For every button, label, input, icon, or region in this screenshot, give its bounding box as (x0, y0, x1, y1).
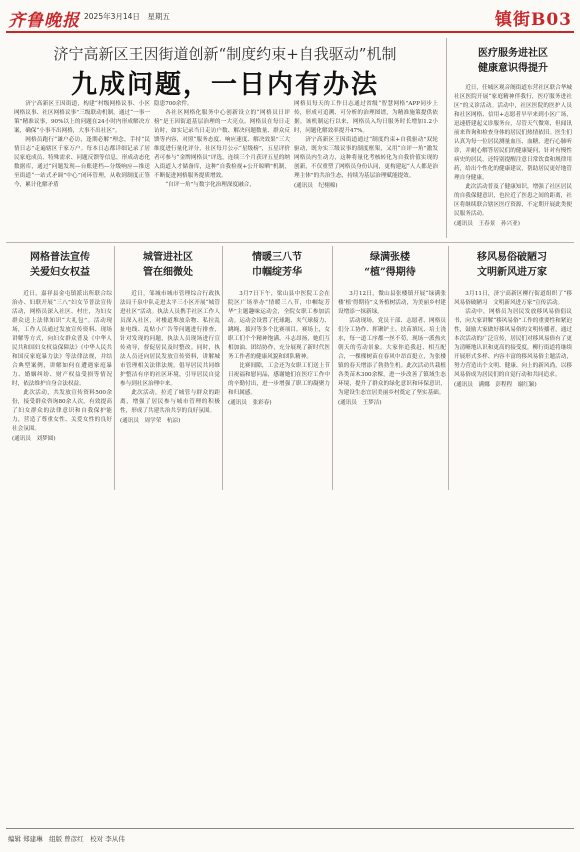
sidebar-headline: 医疗服务进社区 健康意识得提升 (478, 48, 548, 74)
column-divider (448, 246, 449, 490)
section-divider (6, 242, 574, 243)
paragraph: 3月12日，微山县张楼镇开展“绿满张楼‘植’得期待”义务植树活动，为美丽乡村建设增添一抹新绿。 (338, 291, 446, 315)
byline: (通讯员 张彩春) (228, 400, 272, 406)
footer-credits: 编辑 郑建琳 组版 曾彦红 校对 李从伟 (8, 835, 125, 843)
column-divider (222, 246, 223, 490)
paragraph: 网格员跑行“谦户必访，逢期必解”理念，手持“民情日志”走遍辖区千家万户。每本日志都详细记录了居民家庭成员、特殊需求、问题反馈等信息，形成动态化数据库，通过“问题发现—台账建档—分级响应—推送至街道“一站式矛调”中心”闭环管理，从收到制度正签今，累计化解矛盾 (14, 137, 150, 188)
story-body (228, 290, 330, 488)
paragraph: 近日，邹城市城市管理综合行政执法局千泉中队走进太平三小区开展“城管进社区”活动。执法人员携手社区工作人员深入社区，对楼道堆放杂物、私拉乱扯电线、乱贴小广告等问题进行排查，针对发现的问题，执法人员现场进行宣传劝导，督促居民及时整改。同时，执法人员还向居民发放宣传资料，讲解城市管理相关法律法规，倡导居民共同维护整洁有序的社区环境，引导居民自觉参与到社区治理中来。 (120, 291, 220, 387)
byline: (通讯员 满娜 彭程程 谢红颖) (454, 382, 537, 388)
paragraph: 此次活动，拉近了城管与群众的距离，增强了居民参与城市管理的积极性，形成了共建共治共享的良好氛围。 (120, 390, 220, 414)
byline: (通讯员 纪栩棉) (294, 183, 338, 189)
column-divider (446, 38, 447, 238)
story-headline: 网格普法宣传 关爱妇女权益 (30, 252, 90, 278)
column-divider (114, 246, 115, 490)
story-headline: 移风易俗破陋习 文明新风进万家 (477, 252, 547, 278)
page-label: 镇街B03 (494, 10, 572, 30)
column-divider (332, 246, 333, 490)
paragraph: 3月11日，济宁高新区柳行街道组织了“移风易俗破陋习 文明新风进万家”宣传活动。 (454, 291, 572, 306)
paragraph: “自评一角”与数字化治理深度融合， (165, 182, 255, 188)
paragraph: 此次活动普及了健康知识，增强了社区居民的自我保健意识，也拉近了医患之间的距离，社区将继续联合辖区医疗资源，不定期开展此类便民服务活动。 (454, 184, 572, 217)
byline: (通讯员 刘梦圆) (12, 436, 56, 442)
page-footer (0, 828, 580, 852)
masthead-rule (6, 31, 574, 33)
paragraph: 比赛间隙，工会还为女职工们送上节日祝福和慰问品，感谢她们在医疗工作中的辛勤付出，进一步增强了职工的凝聚力和归属感。 (228, 363, 330, 396)
paragraph: 3月7日下午，梁山县中医院工会在院区广场举办“情暖三八节，巾帼绽芳华”主题趣味运动会，全院女职工参加活动。运动会设置了托球跑、夹气球接力、跳绳、拔河等多个比赛项目，赛场上，女职工们个个精神饱满、斗志昂扬，她们互相加油、团结协作，充分展现了新时代医务工作者的健康风貌和团队精神。 (228, 291, 330, 360)
lead-column-2 (154, 100, 290, 224)
paragraph: 此次活动，共发放宣传资料500余份，接受群众咨询80余人次，有效提高了妇女群众的法律意识和自我保护能力，营造了尊重女性、关爱女性的良好社会氛围。 (12, 390, 112, 432)
paragraph: 网格员每天的工作日志通过省级“智慧网格”APP同步上传，形成可追溯、可分析的治理图谱，为精准施策提供依据。该机制运行以来，网格员入均日服务时长增加1.2小时，问题化解效率提升47%。 (294, 101, 438, 134)
lead-kicker: 济宁高新区王因街道创新“制度约束+自我驱动”机制 (53, 45, 397, 63)
story-body (454, 290, 572, 488)
masthead (0, 0, 580, 32)
story-body (120, 290, 220, 488)
paragraph: 活动中，网格员为居民发放移风易俗倡议书，向大家讲解“移风易俗”工作的重要性和紧迫性，鼓励大家做好移风易俗的文明传播者，通过本次活动的广泛宣传，居民们对移风易俗有了更为清晰地认识和更高的接受度，柳行街道将继续开展形式多样、内容丰富的移风易俗主题活动，努力营造出个文明、健康、向上的新风尚，以移风易俗成为居民们的自觉行动和共同追求。 (454, 309, 572, 378)
byline: (通讯员 王春景 孙兴亚) (454, 221, 520, 227)
story-body (338, 290, 446, 488)
newspaper-logo: 齐鲁晚报 (8, 11, 80, 31)
story-headline: 绿满张楼 “植”得期待 (364, 252, 416, 278)
story-headline: 情暖三八节 巾帼绽芳华 (252, 252, 302, 278)
byline: (通讯员 周学荣 杭凉) (120, 418, 181, 424)
paragraph: 近日，任城区观音阁街道东营社区联合华城社区医院开展“家庭精神伴我行，医疗服务进社区”的义诊活动。活动中，社区医院的医护人员和社区网格、信用+志愿者早早来到小区广场，迅速搭建起义诊服务台，尽管天气微寒，但闻讯前来咨询和检查身体的居民们热情依旧。医生们认真为每一位居民测量血压、血糖，进行心肺听诊，并耐心解答居民们的健康疑问，针对有慢性病史的居民，还特别提醒注意日常饮食和规律用药，给出个性化的健康建议，帮助居民更好地管理自身健康。 (454, 85, 572, 181)
sidebar-body (454, 84, 572, 240)
lead-column-1 (14, 100, 150, 224)
paragraph: 活动现场，党员干部、志愿者、网格员们分工协作、挥锹铲土、扶苗填坑、培土浇水，每一道工序都一丝不苟，现场一派热火朝天的劳动景象。大家你追我赶、相互配合，一棵棵树苗在春风中昂首挺立，为张楼镇的春天增添了勃勃生机。此次活动共栽植各类苗木300余棵，进一步改善了镇域生态环境，提升了群众的绿化意识和环保意识，为建设生态宜居美丽乡村奠定了坚实基础。 (338, 318, 446, 396)
paragraph: 隐患700余件。 (154, 101, 193, 107)
story-headline: 城管进社区 管在细微处 (143, 252, 193, 278)
byline: (通讯员 王梦洁) (338, 400, 382, 406)
paragraph: 济宁高新区王因街道通过“制度约束+自我驱动”双轮驱动，既夯实三级议事的制度框架，又用“自评一角”激发网格员内生动力，这种将量化考核转化为自我价值实现的创新，不仅重塑了网格员身份认同，更构建起“人人都是治理主体”的共治生态，持续为基层治理赋能提效。 (294, 137, 438, 179)
story-body (12, 290, 112, 488)
paragraph: 近日，嘉祥县金屯镇派出所联合综治办、妇联开展“三八”妇女节普法宣传活动，网格员深入社区、村庄，为妇女群众送上法律知识“大礼包”。活动现场，工作人员通过发放宣传资料、现场讲解等方式，向妇女群众普及《中华人民共和国妇女权益保障法》《中华人民共和国反家庭暴力法》等法律法规，并结合典型案例，讲解如何在遭遇家庭暴力、婚姻纠纷、财产权益受损等情况时，依法维护自身合法权益。 (12, 291, 112, 387)
paragraph: 各社区网格化服务中心创新设立的“网格员日评榜”是王因街道基层治理的一大亮点。网格员在每日走访时，如实记录当日走访户数、解决问题数量、群众反馈等内容，对照“服务态度、响应速度、解决效果”三大维度进行量化评分，社区每月公示“星级榜”，五星评价者可参与“金牌网格员”评选，连续三个月获评五星的纳入街道人才储备库，这种“自我检视+公开晾晒”机制，不断促进网格服务提质增效。 (154, 110, 290, 179)
footer-rule (6, 828, 574, 829)
issue-date: 2025年3月14日 星期五 (84, 12, 170, 21)
lead-headline: 九成问题，一日内有办法 (70, 70, 379, 100)
paragraph: 济宁高新区王因街道，构建“村级网格议事、小区网格议事、社区网格议事”三级联动机制，通过“一事一策”精准议事，90%以上的问题在24小时内形成解决方案，确保“小事不出网格，大事不出社区”。 (14, 101, 150, 134)
lead-column-3 (294, 100, 438, 224)
